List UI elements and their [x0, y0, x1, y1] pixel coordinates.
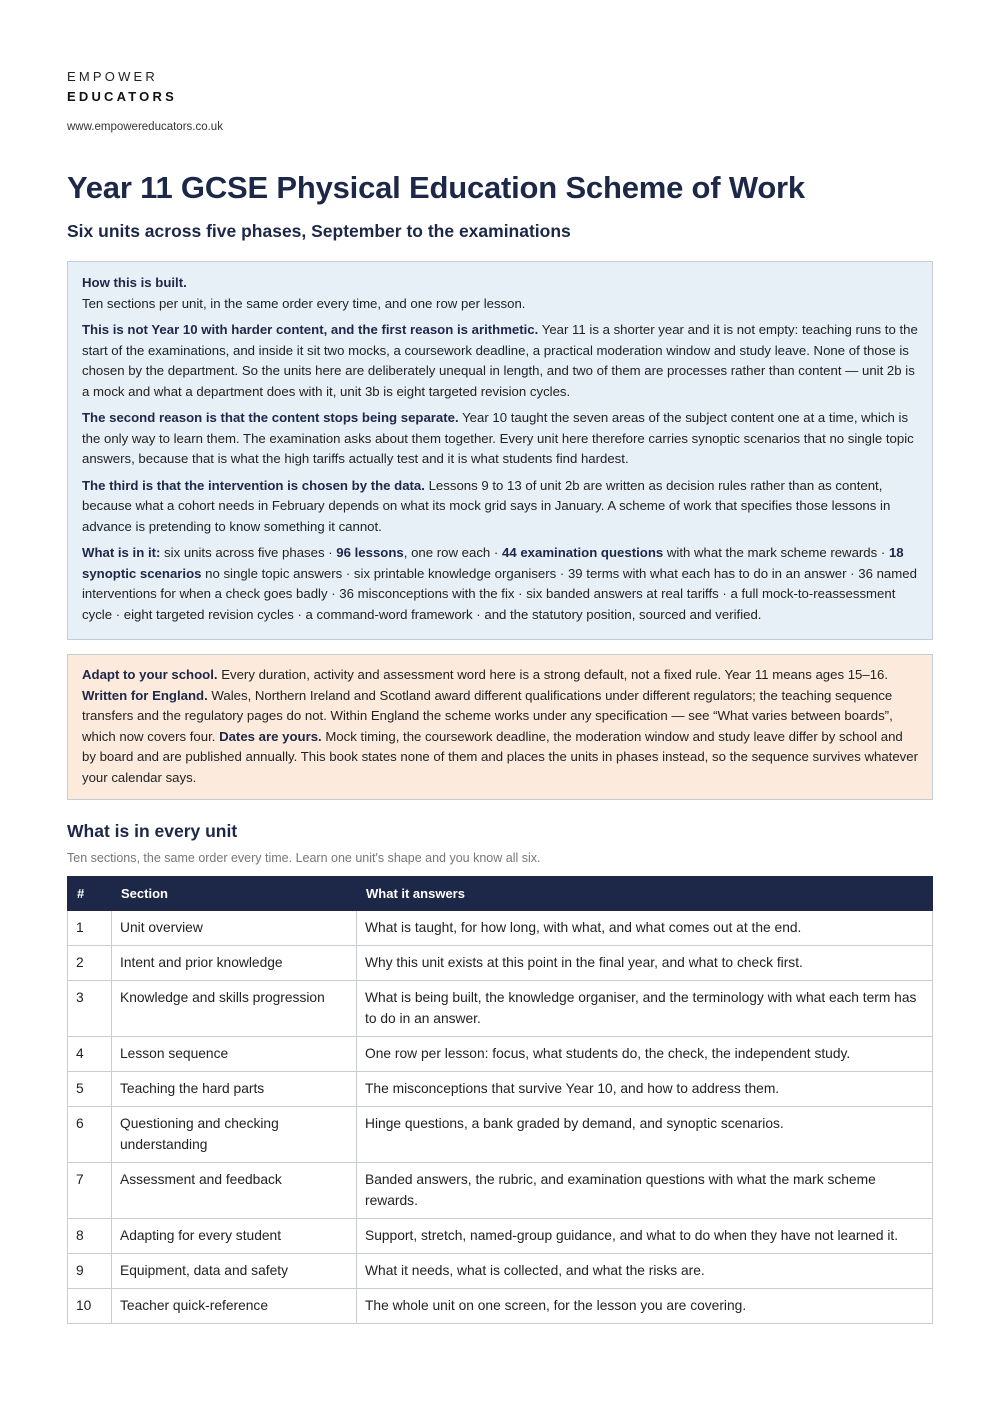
- row-number: 7: [68, 1163, 112, 1219]
- column-header-answers: What it answers: [357, 877, 933, 911]
- contents-paragraph: [82, 543, 918, 625]
- contents-text-3: with what the mark scheme rewards ·: [663, 545, 889, 560]
- row-answers: What is being built, the knowledge organiser, and the terminology with what each term has to do in an answer.: [357, 981, 933, 1037]
- page-subtitle: Six units across five phases, September to the examinations: [67, 221, 571, 241]
- website-url: www.empowereducators.co.uk: [67, 121, 223, 133]
- every-unit-subheading: Ten sections, the same order every time. Learn one unit's shape and you know all six.: [67, 851, 541, 865]
- contents-questions-count: 44 examination questions: [501, 545, 664, 560]
- column-header-section: Section: [112, 877, 357, 911]
- contents-lead: What is in it:: [82, 545, 161, 560]
- table-row: [68, 981, 933, 1037]
- row-number: 6: [68, 1107, 112, 1163]
- row-section: Equipment, data and safety: [112, 1254, 357, 1289]
- row-section: Questioning and checking understanding: [112, 1107, 357, 1163]
- england-lead: Written for England.: [82, 687, 208, 703]
- row-number: 5: [68, 1072, 112, 1107]
- reason-one-text: Year 11 is a shorter year and it is not empty: teaching runs to the start of the examinations, and inside it sit two mocks, a coursework deadline, a practical moderation window and study leave. None of those is chosen by the department. So the units here are deliberately unequal in length, and two of them are processes rather than content — unit 2b is a mock and what a department does with it, unit 3b is eight targeted revision cycles.: [82, 322, 918, 399]
- dates-lead: Dates are yours.: [219, 728, 322, 744]
- row-number: 1: [68, 911, 112, 946]
- column-header-number: #: [68, 877, 112, 911]
- row-section: Lesson sequence: [112, 1037, 357, 1072]
- reason-two-paragraph: [82, 408, 918, 470]
- row-number: 8: [68, 1219, 112, 1254]
- row-section: Intent and prior knowledge: [112, 946, 357, 981]
- row-number: 3: [68, 981, 112, 1037]
- reason-two-text: Year 10 taught the seven areas of the subject content one at a time, which is the only way to learn them. The examination asks about them together. Every unit here therefore carries synoptic scenarios that no single topic answers, because that is what the high tariffs actually test and it is what students find hardest.: [82, 410, 914, 466]
- row-number: 9: [68, 1254, 112, 1289]
- table-row: [68, 1289, 933, 1324]
- contents-lessons-count: 96 lessons: [336, 545, 404, 560]
- reason-two-lead: The second reason is that the content stops being separate.: [82, 410, 459, 425]
- row-section: Teaching the hard parts: [112, 1072, 357, 1107]
- row-number: 2: [68, 946, 112, 981]
- reason-three-paragraph: [82, 476, 918, 538]
- table-row: [68, 1037, 933, 1072]
- adapt-text-3: Mock timing, the coursework deadline, the moderation window and study leave differ by school and by board and are published annually. This book states none of them and places the units in phases instead, so the sequence survives whatever your calendar says.: [82, 728, 918, 785]
- table-row: [68, 1163, 933, 1219]
- contents-text-4: no single topic answers · six printable knowledge organisers · 39 terms with what each has to do in an answer · 36 named interventions for when a check goes badly · 36 misconceptions with the fix · six banded answers at real tariffs · a full mock-to-reassessment cycle · eight targeted revision cycles · a command-word framework · and the statutory position, sourced and verified.: [82, 565, 917, 622]
- unit-sections-table: [67, 876, 933, 1324]
- table-row: [68, 946, 933, 981]
- reason-three-lead: The third is that the intervention is chosen by the data.: [82, 477, 425, 493]
- row-section: Teacher quick-reference: [112, 1289, 357, 1324]
- row-section: Unit overview: [112, 911, 357, 946]
- row-answers: The misconceptions that survive Year 10, and how to address them.: [357, 1072, 933, 1107]
- how-built-heading-para: [82, 273, 918, 314]
- page-title: Year 11 GCSE Physical Education Scheme of Work: [67, 170, 805, 205]
- adapt-text-1: Every duration, activity and assessment word here is a strong default, not a fixed rule. Year 11 means ages 15–16.: [217, 667, 889, 682]
- every-unit-heading: What is in every unit: [67, 821, 238, 841]
- row-answers: Hinge questions, a bank graded by demand, and synoptic scenarios.: [357, 1107, 933, 1163]
- row-answers: What is taught, for how long, with what, and what comes out at the end.: [357, 911, 933, 946]
- row-answers: Banded answers, the rubric, and examination questions with what the mark scheme rewards.: [357, 1163, 933, 1219]
- table-header-row: [68, 877, 933, 911]
- brand-line-2: EDUCATORS: [67, 89, 177, 104]
- row-number: 10: [68, 1289, 112, 1324]
- how-built-intro: Ten sections per unit, in the same order every time, and one row per lesson.: [82, 295, 526, 311]
- table-row: [68, 1072, 933, 1107]
- row-answers: Support, stretch, named-group guidance, and what to do when they have not learned it.: [357, 1219, 933, 1254]
- contents-text-2: , one row each ·: [403, 545, 502, 560]
- contents-text-1: six units across five phases ·: [160, 545, 337, 560]
- row-answers: One row per lesson: focus, what students do, the check, the independent study.: [357, 1037, 933, 1072]
- brand-logo: [67, 0, 933, 105]
- row-number: 4: [68, 1037, 112, 1072]
- adapt-text-2: Wales, Northern Ireland and Scotland award different qualifications under different regulators; the teaching sequence transfers and the regulatory pages do not. Within England the scheme works under any specification — see “What varies between boards”, which now covers four.: [82, 687, 893, 744]
- table-row: [68, 911, 933, 946]
- how-built-box: [67, 261, 933, 640]
- table-row: [68, 1254, 933, 1289]
- how-built-heading: How this is built.: [82, 275, 187, 290]
- contents-scenarios-count: 18 synoptic scenarios: [82, 545, 904, 581]
- row-section: Assessment and feedback: [112, 1163, 357, 1219]
- reason-three-text: Lessons 9 to 13 of unit 2b are written as decision rules rather than as content, because what a cohort needs in February depends on what its mock grid says in January. A scheme of work that specifies those lessons in advance is pretending to know something it cannot.: [82, 477, 891, 534]
- reason-one-lead: This is not Year 10 with harder content, and the first reason is arithmetic.: [82, 322, 539, 337]
- row-section: Knowledge and skills progression: [112, 981, 357, 1037]
- row-answers: The whole unit on one screen, for the lesson you are covering.: [357, 1289, 933, 1324]
- table-row: [68, 1219, 933, 1254]
- adapt-paragraph: [82, 665, 918, 788]
- adapt-notice-box: [67, 654, 933, 800]
- row-answers: Why this unit exists at this point in the final year, and what to check first.: [357, 946, 933, 981]
- adapt-lead: Adapt to your school.: [82, 667, 218, 682]
- brand-line-1: EMPOWER: [67, 69, 159, 84]
- row-section: Adapting for every student: [112, 1219, 357, 1254]
- reason-one-paragraph: [82, 320, 918, 402]
- table-row: [68, 1107, 933, 1163]
- row-answers: What it needs, what is collected, and what the risks are.: [357, 1254, 933, 1289]
